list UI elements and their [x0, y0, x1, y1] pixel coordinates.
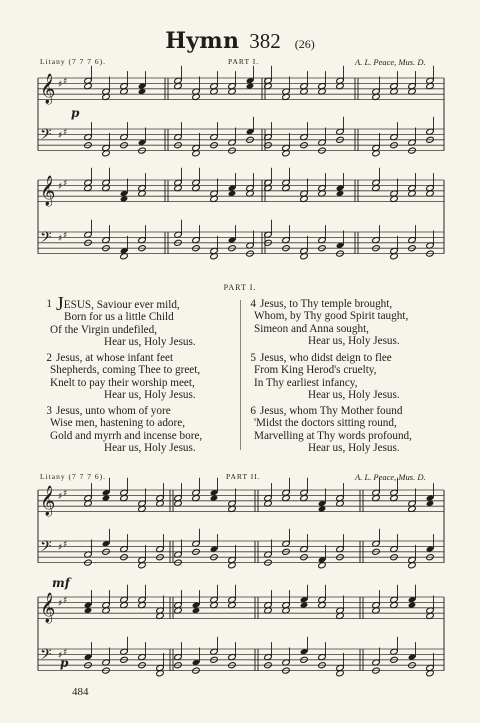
verse-line: Hear us, Holy Jesus.: [308, 442, 400, 455]
bass-clef-icon: 𝄢: [40, 229, 52, 250]
verse-line: Knelt to pay their worship meet,: [50, 376, 195, 389]
hymn-alt-number: (26): [294, 37, 315, 51]
verse-number: 6: [250, 405, 256, 417]
key-signature-icon: ♯: [63, 648, 68, 658]
part-one-heading: PART I.: [223, 283, 257, 292]
verse-line: Hear us, Holy Jesus.: [104, 336, 196, 349]
verse-number: 3: [46, 405, 52, 417]
verse-line: Shepherds, coming Thee to greet,: [50, 364, 201, 377]
verse-5: [246, 352, 400, 402]
hymn-word: Hymn: [165, 28, 240, 54]
part-label-1: PART I.: [228, 57, 260, 66]
key-signature-icon: ♯: [63, 231, 68, 241]
key-signature-icon: ♯: [58, 492, 63, 502]
key-signature-icon: ♯: [63, 489, 68, 499]
verse-line: Jesus, at whose infant feet: [56, 352, 174, 364]
verse-3: [42, 405, 202, 455]
key-signature-icon: ♯: [58, 543, 63, 553]
verse-line: Of the Virgin undefiled,: [50, 323, 158, 336]
tune-name-1: Litany (7 7 7 6).: [40, 57, 106, 66]
dynamic-p-2: p: [60, 656, 69, 670]
verse-number: 2: [46, 352, 52, 364]
verse-number: 1: [46, 298, 52, 310]
key-signature-icon: ♯: [63, 128, 68, 138]
verse-line: In Thy earliest infancy,: [254, 376, 358, 389]
verse-line: Hear us, Holy Jesus.: [308, 335, 400, 348]
treble-clef-icon: 𝄞: [40, 176, 56, 206]
key-signature-icon: ♯: [63, 179, 68, 189]
verse-line: Whom, by Thy good Spirit taught,: [254, 310, 409, 323]
verse-line: Hear us, Holy Jesus.: [104, 389, 196, 402]
treble-clef-icon: 𝄞: [40, 486, 56, 516]
verse-1: [42, 293, 196, 349]
verse-line: Jesus, to Thy temple brought,: [260, 298, 393, 310]
dynamic-p-1: p: [71, 106, 80, 120]
verse-line: From King Herod's cruelty,: [254, 364, 377, 377]
verse-line: Jesus, whom Thy Mother found: [260, 405, 403, 417]
verse-number: 5: [250, 352, 256, 364]
verse-line: Gold and myrrh and incense bore,: [50, 429, 203, 442]
verse-line: Hear us, Holy Jesus.: [104, 442, 196, 455]
key-signature-icon: ♯: [58, 599, 63, 609]
verse-line: Marvelling at Thy words profound,: [254, 429, 412, 442]
tune-name-2: Litany (7 7 7 6).: [40, 472, 106, 481]
composer-1: A. L. Peace, Mus. D.: [355, 57, 426, 67]
verse-number: 4: [250, 298, 256, 310]
bass-clef-icon: 𝄢: [40, 126, 52, 147]
hymn-number: 382: [249, 29, 281, 53]
verse-line: 'Midst the doctors sitting round,: [254, 417, 397, 430]
verse-2: [42, 352, 200, 402]
bass-clef-icon: 𝄢: [40, 646, 52, 667]
treble-clef-icon: 𝄞: [40, 74, 56, 104]
column-divider: [240, 300, 241, 450]
verse-line: Wise men, hastening to adore,: [50, 417, 186, 430]
key-signature-icon: ♯: [63, 596, 68, 606]
verse-line: Born for us a little Child: [64, 311, 174, 324]
key-signature-icon: ♯: [58, 80, 63, 90]
verse-line: JESUS, Saviour ever mild,: [56, 293, 180, 315]
key-signature-icon: ♯: [63, 540, 68, 550]
bass-clef-icon: 𝄢: [40, 538, 52, 559]
verse-6: [246, 405, 412, 455]
key-signature-icon: ♯: [58, 131, 63, 141]
verse-line: Simeon and Anna sought,: [254, 322, 369, 335]
key-signature-icon: ♯: [58, 651, 63, 661]
key-signature-icon: ♯: [63, 77, 68, 87]
part-label-2: PART II.: [226, 472, 261, 481]
page-number: 484: [72, 686, 89, 698]
composer-2: A. L. Peace, Mus. D.: [355, 472, 426, 482]
verse-line: Jesus, unto whom of yore: [56, 405, 171, 417]
key-signature-icon: ♯: [58, 182, 63, 192]
verse-line: Jesus, who didst deign to flee: [260, 352, 392, 364]
dynamic-mf: mf: [52, 576, 70, 590]
verse-4: [246, 298, 408, 348]
drop-cap: J: [56, 293, 64, 315]
key-signature-icon: ♯: [58, 234, 63, 244]
verse-line: Hear us, Holy Jesus.: [308, 389, 400, 402]
treble-clef-icon: 𝄞: [40, 593, 56, 623]
